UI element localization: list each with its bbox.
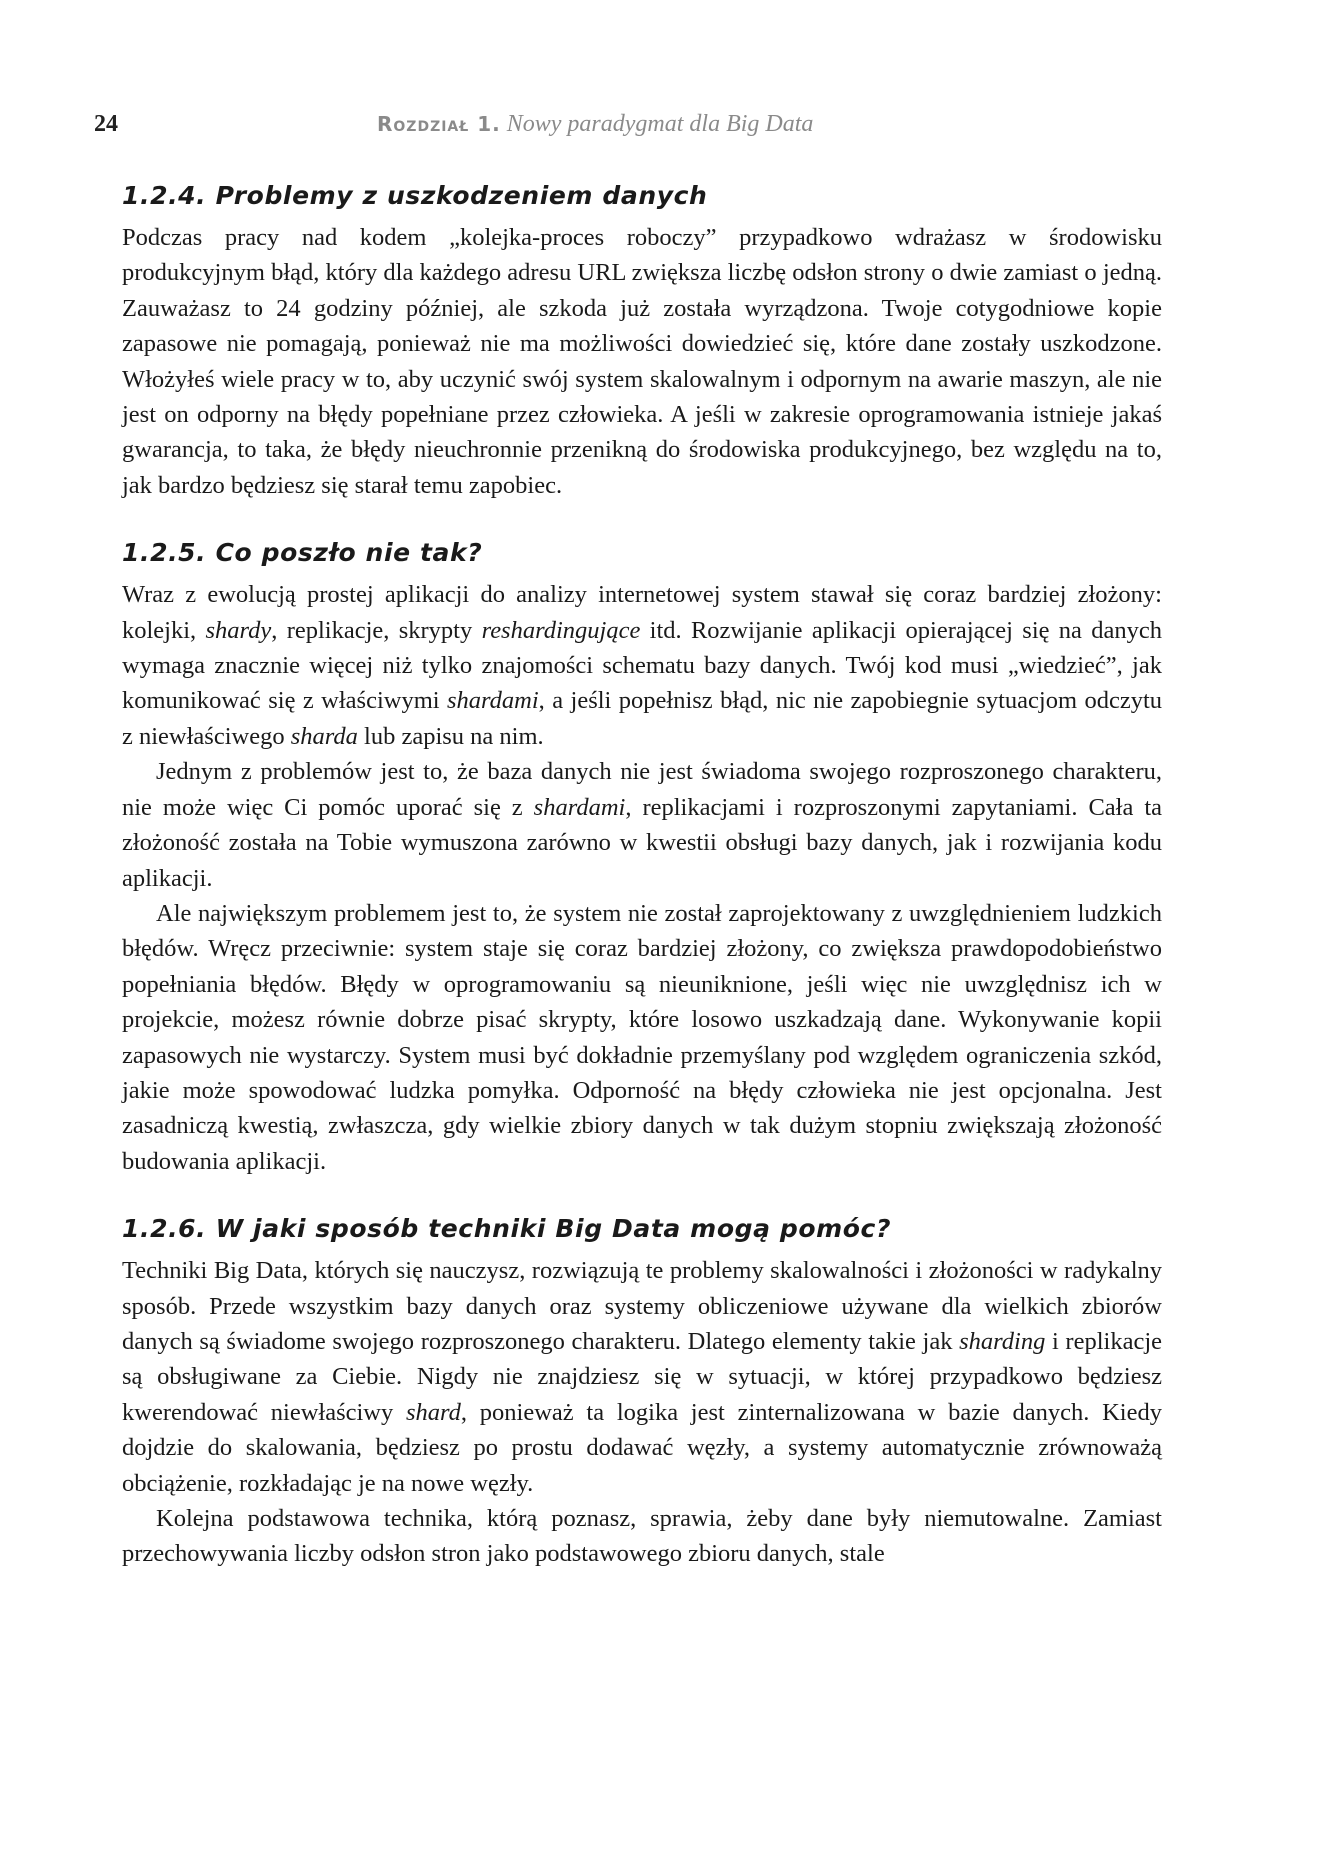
chapter-title xyxy=(377,106,813,142)
page-content xyxy=(122,178,1162,1572)
paragraph: Kolejna podstawowa technika, którą poznasz, sprawia, żeby dane były niemutowalne. Zamiast przechowywania liczby odsłon stron jako podstawowego zbioru danych, stale xyxy=(122,1505,1162,1568)
running-head xyxy=(94,106,1162,142)
italic-term: sharda xyxy=(290,722,358,750)
section-1-2-4 xyxy=(122,178,1162,503)
section-heading: 1.2.4. Problemy z uszkodzeniem danych xyxy=(122,181,708,210)
italic-term: sharding xyxy=(959,1327,1046,1355)
section-heading: 1.2.6. W jaki sposób techniki Big Data mogą pomóc? xyxy=(122,1214,892,1244)
italic-term: shardami xyxy=(447,687,539,715)
italic-term: shard xyxy=(406,1398,461,1426)
section-heading: 1.2.5. Co poszło nie tak? xyxy=(122,538,483,568)
section-1-2-5 xyxy=(122,535,1162,1179)
paragraph: Wraz z ewolucją prostej aplikacji do analizy internetowej system stawał się coraz bardziej złożony: kolejki, shardy, replikacje, skrypty reshardingujące itd. Rozwijanie aplikacji opierającej się na danych wymaga znacznie więcej niż tylko znajomości schematu bazy danych. Twój kod musi „wiedzieć”, jak komunikować się z właściwymi shardami, a jeśli popełnisz błąd, nic nie zapobiegnie sytuacjom odczytu z niewłaściwego sharda lub zapisu na nim. xyxy=(122,581,1163,750)
chapter-label: Rozdział 1. xyxy=(377,112,501,136)
paragraph: Ale największym problemem jest to, że system nie został zaprojektowany z uwzględnieniem ludzkich błędów. Wręcz przeciwnie: system staje się coraz bardziej złożony, co zwiększa prawdopodobieństwo popełniania błędów. Błędy w oprogramowaniu są nieuniknione, jeśli więc nie uwzględnisz ich w projekcie, możesz równie dobrze pisać skrypty, które losowo uszkadzają dane. Wykonywanie kopii zapasowych nie wystarczy. System musi być dokładnie przemyślany pod względem ograniczenia szkód, jakie może spowodować ludzka pomyłka. Odporność na błędy człowieka nie jest opcjonalna. Jest zasadniczą kwestią, zwłaszcza, gdy wielkie zbiory danych w tak dużym stopniu zwiększają złożoność budowania aplikacji. xyxy=(122,899,1162,1175)
italic-term: shardami xyxy=(533,793,626,821)
italic-term: shardy xyxy=(205,616,272,644)
chapter-name: Nowy paradygmat dla Big Data xyxy=(506,111,814,137)
paragraph: Techniki Big Data, których się nauczysz, rozwiązują te problemy skalowalności i złożoności w radykalny sposób. Przede wszystkim bazy danych oraz systemy obliczeniowe używane dla wielkich zbiorów danych są świadome swojego rozproszonego charakteru. Dlatego elementy takie jak sharding i replikacje są obsługiwane za Ciebie. Nigdy nie znajdziesz się w sytuacji, w której przypadkowo będziesz kwerendować niewłaściwy shard, ponieważ ta logika jest zinternalizowana w bazie danych. Kiedy dojdzie do skalowania, będziesz po prostu dodawać węzły, a systemy automatycznie zrównoważą obciążenie, rozkładając je na nowe węzły. xyxy=(122,1257,1162,1497)
italic-term: reshardingujące xyxy=(481,616,641,644)
section-1-2-6 xyxy=(122,1211,1162,1572)
paragraph: Podczas pracy nad kodem „kolejka-proces roboczy” przypadkowo wdrażasz w środowisku produkcyjnym błąd, który dla każdego adresu URL zwiększa liczbę odsłon strony o dwie zamiast o jedną. Zauważasz to 24 godziny później, ale szkoda już została wyrządzona. Twoje cotygodniowe kopie zapasowe nie pomagają, ponieważ nie ma możliwości dowiedzieć się, które dane zostały uszkodzone. Włożyłeś wiele pracy w to, aby uczynić swój system skalowalnym i odpornym na awarie maszyn, ale nie jest on odporny na błędy popełniane przez człowieka. A jeśli w zakresie oprogramowania istnieje jakaś gwarancja, to taka, że błędy nieuchronnie przenikną do środowiska produkcyjnego, bez względu na to, jak bardzo będziesz się starał temu zapobiec. xyxy=(122,224,1162,499)
paragraph: Jednym z problemów jest to, że baza danych nie jest świadoma swojego rozproszonego charakteru, nie może więc Ci pomóc uporać się z shardami, replikacjami i rozproszonymi zapytaniami. Cała ta złożoność została na Tobie wymuszona zarówno w kwestii obsługi bazy danych, jak i rozwijania kodu aplikacji. xyxy=(122,758,1163,892)
page-number: 24 xyxy=(94,111,118,137)
